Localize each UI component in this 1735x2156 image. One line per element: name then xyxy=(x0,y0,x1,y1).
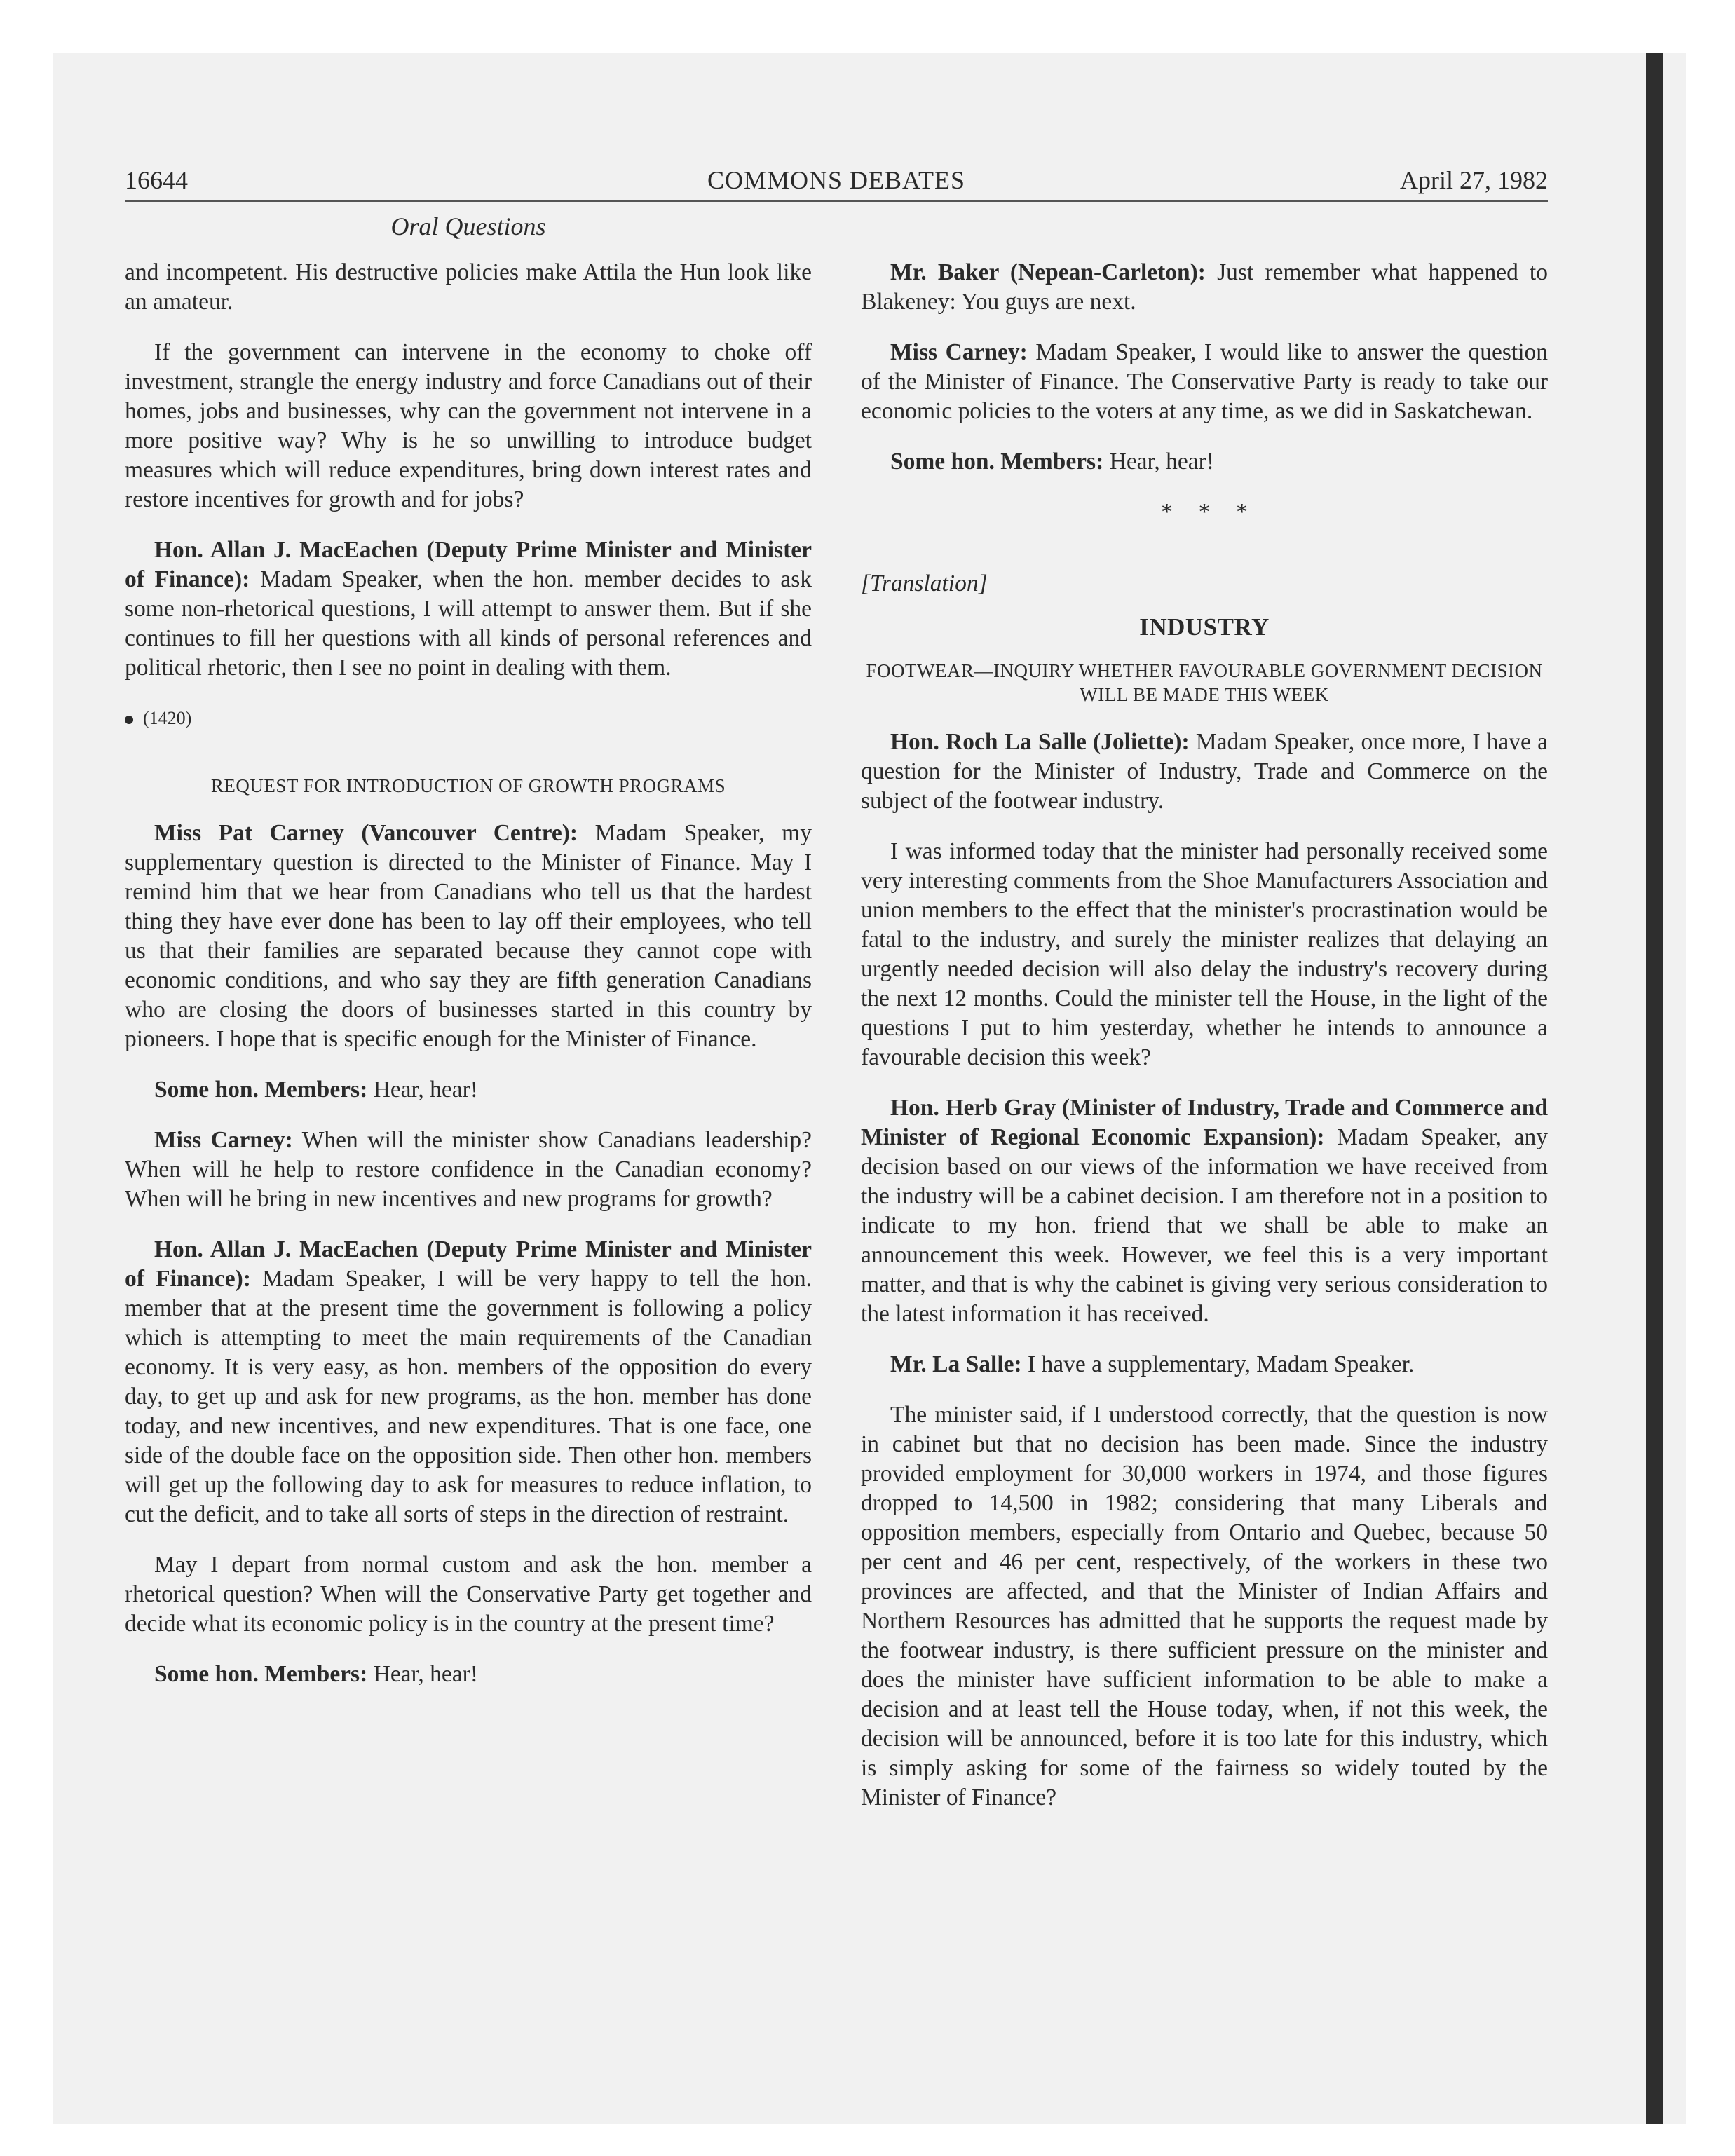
section-break-stars: * * * xyxy=(1161,499,1248,525)
page-header xyxy=(125,160,1548,202)
time-marker xyxy=(125,704,812,733)
speech-text: When will the minister show Canadians leadership? When will he help to restore confidence in the Canadian economy? When will he bring in new incentives and new programs for growth? xyxy=(125,1127,812,1212)
paragraph xyxy=(125,819,812,1054)
paragraph xyxy=(125,1660,812,1689)
speech-text: Madam Speaker, when the hon. member decides to ask some non-rhetorical questions, I will attempt to answer them. But if she continues to fill her questions with all kinds of personal references and political rhetoric, then I see no point in dealing with them. xyxy=(125,566,812,681)
speaker-name: Mr. La Salle: xyxy=(890,1351,1022,1377)
speech-text: Madam Speaker, once more, I have a question for the Minister of Industry, Trade and Commerce on the subject of the footwear industry. xyxy=(861,729,1548,814)
paragraph xyxy=(125,1235,812,1529)
speaker-name: Some hon. Members: xyxy=(154,1661,368,1687)
left-column xyxy=(125,258,812,1689)
time-marker-text: (1420) xyxy=(143,708,192,728)
paragraph xyxy=(861,1350,1548,1379)
paragraph xyxy=(861,1093,1548,1329)
scan-edge-shadow xyxy=(1646,53,1663,2124)
speech-text: Hear, hear! xyxy=(1103,449,1214,475)
paragraph: and incompetent. His destructive policies make Attila the Hun look like an amateur. xyxy=(125,259,812,315)
speech-text: Madam Speaker, I would like to answer the question of the Minister of Finance. The Conservative Party is ready to take our economic policies to the voters at any time, as we did in Saskatchewan. xyxy=(861,339,1549,424)
paragraph xyxy=(861,338,1548,426)
subheading: REQUEST FOR INTRODUCTION OF GROWTH PROGRAMS xyxy=(210,775,726,796)
paragraph xyxy=(125,1075,812,1105)
paragraph xyxy=(861,728,1548,816)
bullet-icon xyxy=(125,716,133,724)
speaker-name: Hon. Roch La Salle (Joliette): xyxy=(890,729,1190,755)
paragraph: May I depart from normal custom and ask the hon. member a rhetorical question? When will the Conservative Party get together and decide what its economic policy is in the country at the present time? xyxy=(125,1552,812,1637)
translation-note: [Translation] xyxy=(861,571,988,596)
right-column xyxy=(861,258,1548,1813)
paragraph xyxy=(861,447,1548,477)
page-number: 16644 xyxy=(125,166,188,194)
speaker-name: Hon. Herb Gray (Minister of Industry, Trade and Commerce and Minister of Regional Economic Expansion): xyxy=(861,1095,1548,1150)
paragraph: I was informed today that the minister had personally received some very interesting comments from the Shoe Manufacturers Association and union members to the effect that the minister's procrastination would be fatal to the industry, and surely the minister realizes that delaying an urgently needed decision will also delay the industry's recovery during the next 12 months. Could the minister tell the House, in the light of the questions I put to him yesterday, whether he intends to announce a favourable decision this week? xyxy=(861,838,1548,1070)
paragraph: If the government can intervene in the economy to choke off investment, strangle the energy industry and force Canadians out of their homes, jobs and businesses, why can the government not intervene in a more positive way? Why is he so unwilling to introduce budget measures which will reduce expenditures, bring down interest rates and restore incentives for growth and for jobs? xyxy=(125,339,812,512)
speaker-name: Some hon. Members: xyxy=(890,449,1104,475)
speaker-name: Miss Pat Carney (Vancouver Centre): xyxy=(154,820,578,846)
speaker-name: Miss Carney: xyxy=(154,1127,293,1153)
speaker-name: Some hon. Members: xyxy=(154,1077,368,1103)
speech-text: Hear, hear! xyxy=(367,1661,478,1687)
section-heading: INDUSTRY xyxy=(1139,613,1270,641)
speaker-name: Hon. Allan J. MacEachen (Deputy Prime Minister and Minister of Finance): xyxy=(125,537,812,592)
speech-text: Madam Speaker, I will be very happy to tell the hon. member that at the present time the government is following a policy which is attempting to meet the main requirements of the Canadian economy. It is very easy, as hon. members of the opposition do every day, to get up and ask for new programs, as the hon. member has done today, and new incentives, and new expenditures. That is one face, one side of the double face on the opposition side. Then other hon. members will get up the following day to ask for measures to reduce inflation, to cut the deficit, and to take all sorts of steps in the direction of restraint. xyxy=(125,1266,812,1527)
speech-text: Just remember what happened to Blakeney: You guys are next. xyxy=(861,259,1548,315)
paragraph xyxy=(125,1126,812,1214)
page-date: April 27, 1982 xyxy=(1400,166,1548,194)
paragraph xyxy=(861,258,1548,317)
speech-text: Madam Speaker, any decision based on our views of the information we have received from the industry will be a cabinet decision. I am therefore not in a position to indicate to my hon. friend that we shall be able to make an announcement this week. However, we feel this is a very important matter, and that is why the cabinet is giving very serious consideration to the latest information it has received. xyxy=(861,1124,1548,1327)
speech-text: I have a supplementary, Madam Speaker. xyxy=(1021,1351,1415,1377)
speech-text: Madam Speaker, my supplementary question is directed to the Minister of Finance. May I remind him that we hear from Canadians who tell us that the hardest thing they have ever done has been to lay off their employees, who tell us that their families are separated because they cannot cope with economic conditions, and who say they are fifth generation Canadians who are closing the doors of businesses started in this country by pioneers. I hope that is specific enough for the Minister of Finance. xyxy=(125,820,812,1052)
paragraph xyxy=(125,535,812,683)
paragraph: The minister said, if I understood correctly, that the question is now in cabinet but that no decision has been made. Since the industry provided employment for 30,000 workers in 1974, and those figures dropped to 14,500 in 1982; considering that many Liberals and opposition members, especially from Ontario and Quebec, because 50 per cent and 46 per cent, respectively, of the workers in these two provinces are affected, and that the Minister of Indian Affairs and Northern Resources has admitted that he supports the request made by the footwear industry, is there sufficient pressure on the minister and does the minister have sufficient information to be able to make a decision and at least tell the House today, when, if not this week, the decision will be announced, before it is too late for this industry, which is simply asking for some of the fairness so widely touted by the Minister of Finance? xyxy=(861,1402,1548,1810)
subheading: FOOTWEAR—INQUIRY WHETHER FAVOURABLE GOVERNMENT DECISION WILL BE MADE THIS WEEK xyxy=(866,660,1543,705)
speaker-name: Mr. Baker (Nepean-Carleton): xyxy=(890,259,1206,285)
section-label: Oral Questions xyxy=(390,212,546,240)
speaker-name: Hon. Allan J. MacEachen (Deputy Prime Minister and Minister of Finance): xyxy=(125,1236,812,1292)
speech-text: Hear, hear! xyxy=(367,1077,478,1103)
speaker-name: Miss Carney: xyxy=(890,339,1028,365)
publication-title: COMMONS DEBATES xyxy=(707,166,966,194)
